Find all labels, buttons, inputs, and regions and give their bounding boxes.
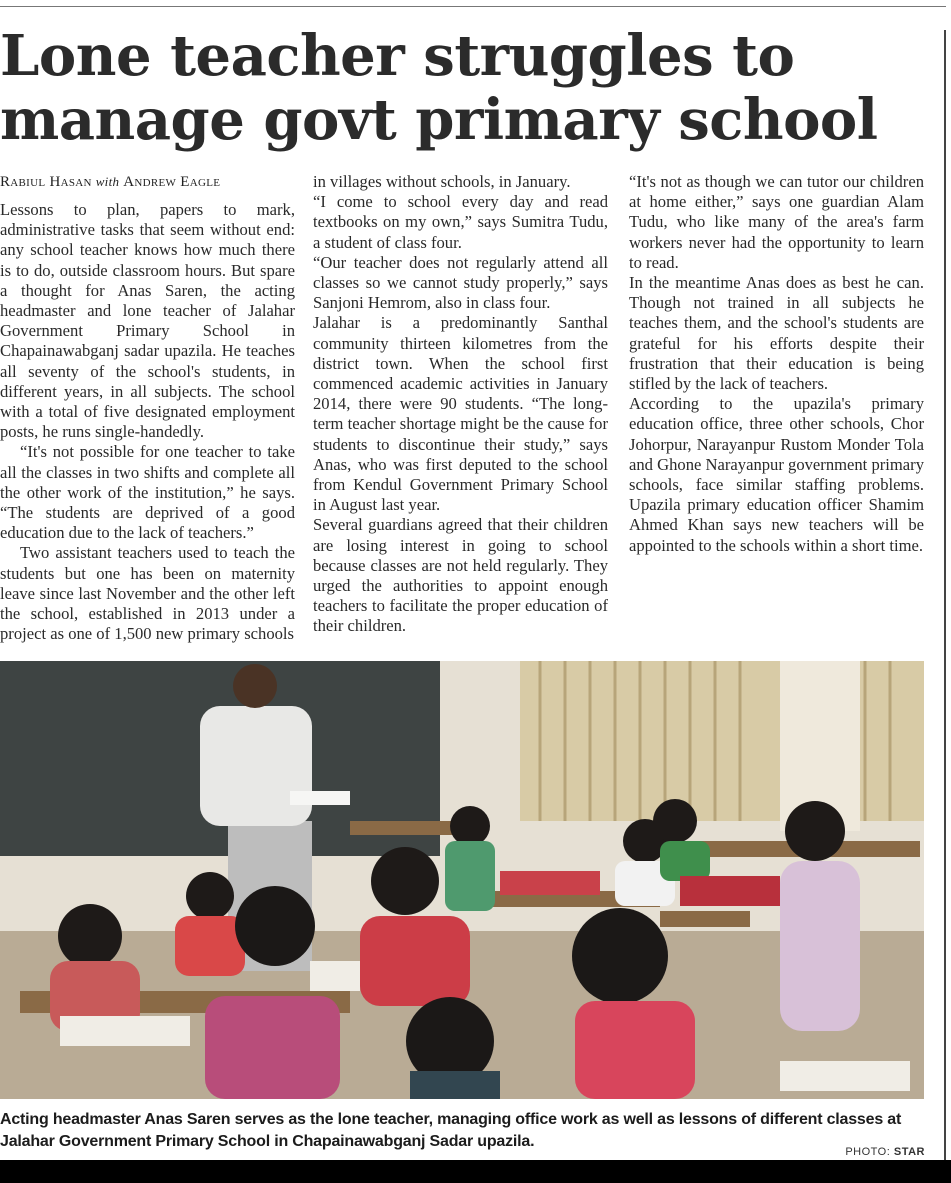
paragraph-3-continued: in villages without schools, in January. bbox=[313, 172, 571, 191]
byline-author-2: Andrew Eagle bbox=[123, 174, 221, 190]
headline: Lone teacher struggles to manage govt primary school bbox=[0, 23, 878, 153]
classroom-photo bbox=[0, 661, 924, 1099]
article-column-1 bbox=[0, 172, 295, 652]
paragraph-4-continued: “I come to school every day and read textbooks on my own,” says Sumitra Tudu, a student of class four. bbox=[313, 192, 608, 252]
classroom-illustration bbox=[0, 661, 924, 1099]
bag-icon bbox=[680, 876, 780, 906]
paragraph-3: Two assistant teachers used to teach the students but one has been on maternity leave since last November and the other left the school, established in 2013 under a project as one of 1,500 new primary schools bbox=[0, 543, 295, 644]
article-column-2 bbox=[313, 172, 608, 652]
byline bbox=[0, 172, 295, 192]
window-icon bbox=[520, 661, 924, 821]
paragraph-5-continued: “Our teacher does not regularly attend all classes so we cannot study properly,” says Sanjoni Hemrom, also in class four. bbox=[313, 252, 608, 313]
byline-joiner: with bbox=[95, 174, 120, 189]
bag-icon bbox=[500, 871, 600, 895]
paragraph-9-continued-continued: In the meantime Anas does as best he can. Though not trained in all subjects he teaches them, and the school's students are grateful for his efforts despite their frustration that their education is being stifled by the lack of teachers. bbox=[629, 273, 924, 394]
bottom-bar bbox=[0, 1160, 951, 1183]
photo-credit-source: STAR bbox=[893, 1146, 925, 1158]
paragraph-2: “It's not possible for one teacher to take all the classes in two shifts and complete all the other work of the institution,” he says. “The students are deprived of a good education due to the lack of teachers.” bbox=[0, 442, 295, 543]
paragraph-10-continued-continued: According to the upazila's primary education office, three other schools, Chor Johorpur, Narayanpur Rustom Monder Tola and Ghone Narayanpur government primary schools, face similar staffing problems. Upazila primary education officer Shamim Ahmed Khan says new teachers will be appointed to the schools within a short time. bbox=[629, 394, 924, 555]
paragraph-8-continued-continued: “It's not as though we can tutor our children at home either,” says one guardian Alam Tudu, who like many of the area's farm workers never had the opportunity to learn to read. bbox=[629, 172, 924, 272]
photo-credit bbox=[845, 1146, 925, 1158]
paragraph-6-continued: Jalahar is a predominantly Santhal community thirteen kilometres from the district town. When the school first commenced academic activities in January 2014, there were 90 students. “The long-term teacher shortage might be the cause for students to discontinue their study,” says Anas, who was first deputed to the school from Kendul Government Primary School in August last year. bbox=[313, 313, 608, 515]
photo-caption: Acting headmaster Anas Saren serves as the lone teacher, managing office work as well as lessons of different classes at Jalahar Government Primary School in Chapainawabganj Sadar upazila. bbox=[0, 1111, 902, 1150]
byline-author-1: Rabiul Hasan bbox=[0, 174, 92, 190]
paragraph-1: Lessons to plan, papers to mark, administrative tasks that seem without end: any school teacher knows how much there is to do, outside classroom hours. But spare a thought for Anas Saren, the acting headmaster and lone teacher of Jalahar Government Primary School in Chapainawabganj sadar upazila. He teaches all seventy of the school's students, in different years, in all subjects. The school with a total of five designated employment posts, he runs single-handedly. bbox=[0, 200, 295, 442]
paragraph-7-continued: Several guardians agreed that their children are losing interest in going to school because classes are not held regularly. They urged the authorities to appoint enough teachers to facilitate the proper education of their children. bbox=[313, 515, 608, 636]
photo-credit-label: PHOTO: bbox=[845, 1146, 891, 1158]
top-rule bbox=[0, 6, 946, 7]
column-rule bbox=[944, 30, 946, 1160]
article-column-3 bbox=[629, 172, 924, 652]
